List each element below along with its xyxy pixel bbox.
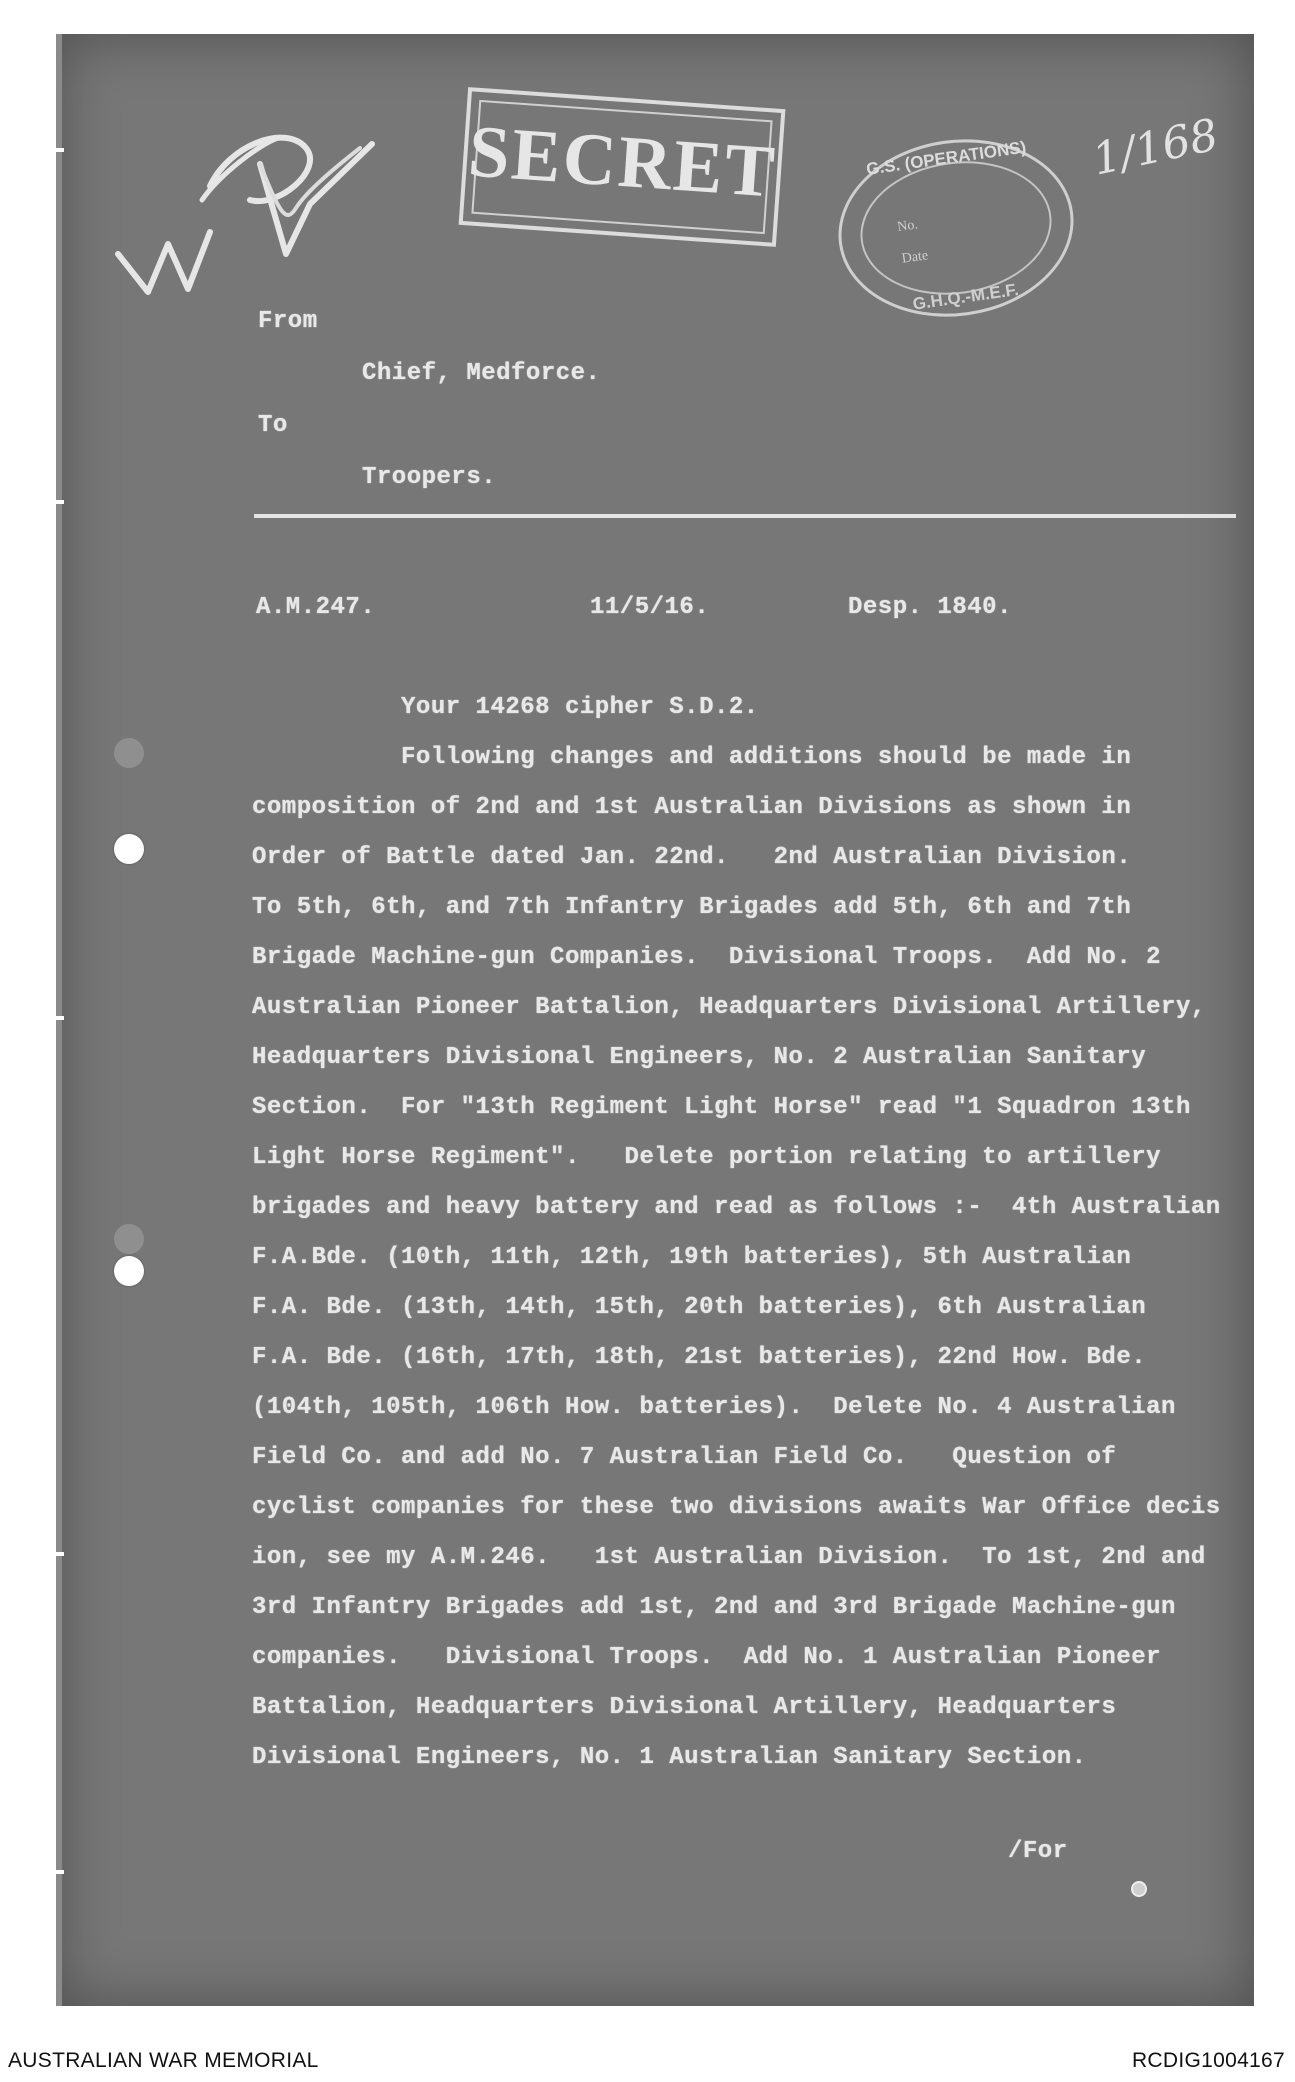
operations-stamp: [827, 124, 1085, 331]
to-label: To: [258, 412, 288, 439]
archive-id: RCDIG1004167: [1131, 2049, 1285, 2072]
body-line: (104th, 105th, 106th How. batteries). Delete No. 4 Australian: [252, 1394, 1176, 1421]
secret-stamp: [459, 87, 786, 247]
message-date: 11/5/16.: [590, 594, 710, 621]
body-line: Following changes and additions should be made in: [252, 744, 1132, 771]
body-line: Battalion, Headquarters Divisional Artillery, Headquarters: [252, 1694, 1117, 1721]
body-line: Divisional Engineers, No. 1 Australian Sanitary Section.: [252, 1744, 1087, 1771]
edge-nick: [50, 500, 64, 504]
body-line: Your 14268 cipher S.D.2.: [252, 694, 759, 721]
message-number: A.M.247.: [256, 594, 376, 621]
body-line: Order of Battle dated Jan. 22nd. 2nd Australian Division.: [252, 844, 1132, 871]
to-value: Troopers.: [362, 464, 497, 491]
continuation-mark: /For: [1008, 1838, 1068, 1865]
operations-stamp-date: Date: [900, 248, 930, 267]
reference-number: 1/168: [1088, 109, 1223, 186]
operations-stamp-bottom: G.H.Q.-M.E.F.: [911, 279, 1020, 314]
page-dot: [1131, 1881, 1147, 1897]
body-line: F.A. Bde. (13th, 14th, 15th, 20th batteries), 6th Australian: [252, 1294, 1147, 1321]
edge-nick: [50, 148, 64, 152]
body-line: Field Co. and add No. 7 Australian Field Co. Question of: [252, 1444, 1117, 1471]
body-line: F.A. Bde. (16th, 17th, 18th, 21st batteries), 22nd How. Bde.: [252, 1344, 1147, 1371]
body-line: ion, see my A.M.246. 1st Australian Division. To 1st, 2nd and: [252, 1544, 1206, 1571]
body-line: cyclist companies for these two divisions awaits War Office decis: [252, 1494, 1221, 1521]
despatch-number: Desp. 1840.: [848, 594, 1012, 621]
operations-stamp-no: No.: [896, 217, 919, 236]
body-line: Section. For "13th Regiment Light Horse" read "1 Squadron 13th: [252, 1094, 1191, 1121]
body-line: brigades and heavy battery and read as follows :- 4th Australian: [252, 1194, 1221, 1221]
secret-stamp-text: SECRET: [465, 110, 779, 214]
body-line: Headquarters Divisional Engineers, No. 2 Australian Sanitary: [252, 1044, 1147, 1071]
archive-credit: AUSTRALIAN WAR MEMORIAL: [8, 2049, 319, 2072]
punch-hole: [114, 1256, 144, 1286]
edge-nick: [50, 1016, 64, 1020]
body-line: Brigade Machine-gun Companies. Divisional Troops. Add No. 2: [252, 944, 1162, 971]
body-line: Light Horse Regiment". Delete portion relating to artillery: [252, 1144, 1162, 1171]
body-line: 3rd Infantry Brigades add 1st, 2nd and 3rd Brigade Machine-gun: [252, 1594, 1176, 1621]
body-line: To 5th, 6th, and 7th Infantry Brigades add 5th, 6th and 7th: [252, 894, 1132, 921]
from-label: From: [258, 308, 318, 335]
body-line: companies. Divisional Troops. Add No. 1 Australian Pioneer: [252, 1644, 1162, 1671]
punch-hole: [114, 834, 144, 864]
edge-nick: [50, 1552, 64, 1556]
handwritten-initials: [110, 104, 410, 304]
body-line: F.A.Bde. (10th, 11th, 12th, 19th batteries), 5th Australian: [252, 1244, 1132, 1271]
punch-hole: [114, 738, 144, 768]
body-line: Australian Pioneer Battalion, Headquarters Divisional Artillery,: [252, 994, 1206, 1021]
edge-nick: [50, 1870, 64, 1874]
body-line: composition of 2nd and 1st Australian Divisions as shown in: [252, 794, 1132, 821]
operations-stamp-top: G.S. (OPERATIONS): [865, 137, 1028, 179]
punch-hole: [114, 1224, 144, 1254]
header-rule: [254, 514, 1236, 518]
from-value: Chief, Medforce.: [362, 360, 601, 387]
